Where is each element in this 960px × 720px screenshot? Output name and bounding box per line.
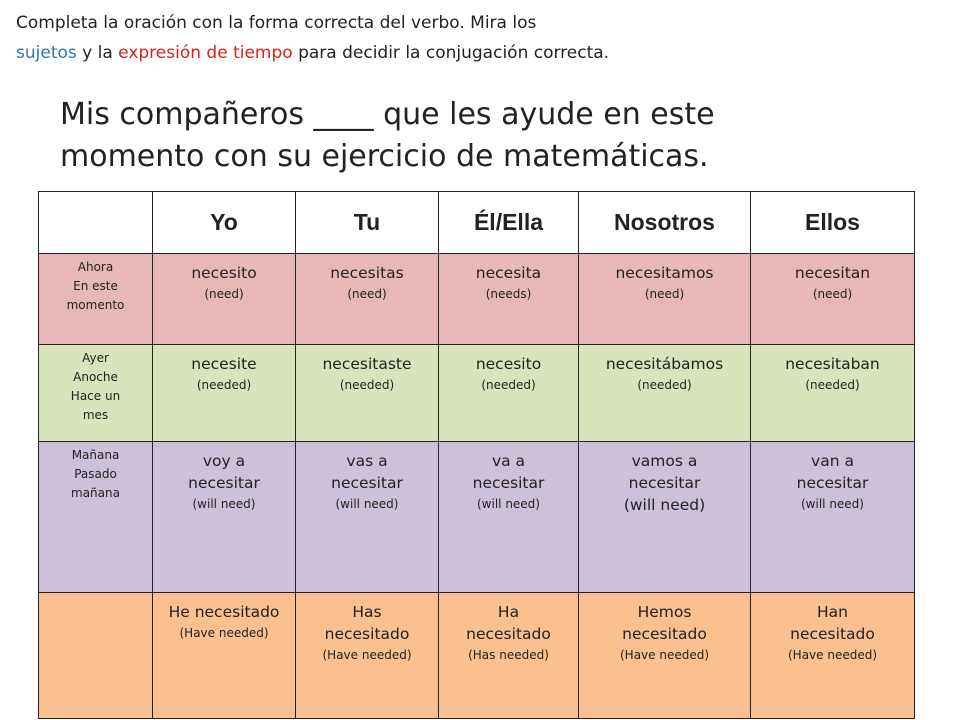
header-row [39, 192, 915, 254]
header-el-ella: Él/Ella [439, 192, 579, 254]
verb-form: va a [491, 452, 526, 470]
verb-form: vamos a [631, 452, 698, 470]
verb-form-cell [439, 254, 579, 345]
time-expression: Hace un [70, 389, 121, 403]
instructions-line-1: Completa la oración con la forma correcta del verbo. Mira los [16, 13, 537, 33]
verb-form-cell [296, 254, 439, 345]
verb-form-cell [439, 593, 579, 719]
verb-form-cell [296, 442, 439, 593]
verb-form-cell [751, 593, 915, 719]
verb-form: necesitar [188, 474, 260, 492]
time-expression-cell [39, 254, 153, 345]
time-expression: Anoche [73, 370, 118, 384]
verb-form-cell [296, 593, 439, 719]
time-expression: mes [82, 408, 109, 422]
verb-form-cell [153, 442, 296, 593]
verb-form: Han [817, 603, 848, 621]
verb-form: necesitaban [785, 355, 880, 373]
header-tu: Tu [296, 192, 439, 254]
verb-form-cell [439, 345, 579, 442]
time-expression: momento [66, 298, 125, 312]
verb-form: necesitar [628, 474, 701, 492]
verb-form-cell [579, 254, 751, 345]
time-expression: Ahora [77, 260, 114, 274]
verb-translation: (needed) [481, 378, 536, 392]
header-nosotros: Nosotros [579, 192, 751, 254]
conjugation-table [38, 191, 915, 719]
highlight-sujetos: sujetos [16, 43, 77, 63]
verb-form: necesitar [472, 474, 545, 492]
verb-form: van a [811, 452, 854, 470]
verb-translation: (Have needed) [179, 626, 269, 640]
verb-form-cell [579, 593, 751, 719]
highlight-expresion-de-tiempo: expresión de tiempo [118, 43, 293, 63]
sentence-line-1: Mis compañeros ____ que les ayude en este [60, 97, 715, 132]
instructions [16, 8, 946, 68]
verb-translation: (need) [812, 287, 853, 301]
verb-form: necesita [475, 264, 542, 282]
time-expression: Pasado [74, 467, 117, 481]
exercise-sentence [60, 94, 920, 178]
verb-form: Hemos [637, 603, 692, 621]
verb-translation: (Have needed) [619, 648, 710, 662]
verb-translation: (need) [347, 287, 387, 301]
verb-translation: (needed) [637, 378, 692, 392]
verb-translation: (Has needed) [468, 648, 549, 662]
time-expression-cell [39, 442, 153, 593]
verb-form: necesitado [466, 625, 551, 643]
verb-form-cell [153, 254, 296, 345]
verb-form: Has [352, 603, 382, 621]
verb-form: necesite [191, 355, 257, 373]
verb-form: necesitar [331, 474, 403, 492]
verb-translation: (needed) [805, 378, 860, 392]
time-expression-cell [39, 593, 153, 719]
instructions-rest: para decidir la conjugación correcta. [292, 43, 610, 63]
verb-translation: (will need) [335, 497, 399, 511]
time-expression: mañana [71, 486, 120, 500]
verb-form-cell [751, 345, 915, 442]
time-expression-cell [39, 345, 153, 442]
verb-translation: (will need) [623, 496, 706, 514]
table-row [39, 442, 915, 593]
verb-form: necesitado [324, 625, 410, 643]
verb-form: necesitamos [615, 264, 714, 282]
sentence-line-2: momento con su ejercicio de matemáticas. [60, 139, 709, 174]
verb-form-cell [153, 593, 296, 719]
verb-translation: (need) [644, 287, 685, 301]
verb-form-cell [751, 442, 915, 593]
verb-form: necesito [191, 264, 257, 282]
header-yo: Yo [153, 192, 296, 254]
verb-translation: (will need) [801, 497, 864, 511]
verb-form: Ha [497, 603, 520, 621]
verb-form: necesitar [796, 474, 869, 492]
verb-form-cell [153, 345, 296, 442]
verb-form: voy a [202, 452, 246, 470]
time-expression: Ayer [82, 351, 109, 365]
verb-form-cell [439, 442, 579, 593]
verb-translation: (needs) [485, 287, 532, 301]
verb-form: necesitaste [322, 355, 412, 373]
verb-form-cell [579, 345, 751, 442]
verb-translation: (Have needed) [787, 648, 878, 662]
time-expression: En este [73, 279, 118, 293]
connector-text: y la [76, 43, 119, 63]
verb-translation: (need) [204, 287, 244, 301]
verb-translation: (needed) [339, 378, 395, 392]
verb-translation: (Have needed) [322, 648, 412, 662]
verb-form: He necesitado [168, 603, 280, 621]
verb-translation: (will need) [192, 497, 256, 511]
verb-form: vas a [346, 452, 388, 470]
verb-form: necesito [475, 355, 542, 373]
header-ellos: Ellos [751, 192, 915, 254]
instructions-line-2 [16, 38, 946, 68]
verb-translation: (needed) [196, 378, 252, 392]
verb-form: necesitan [794, 264, 871, 282]
verb-translation: (will need) [477, 497, 540, 511]
header-empty [39, 192, 153, 254]
table-row [39, 254, 915, 345]
table-row [39, 345, 915, 442]
verb-form-cell [296, 345, 439, 442]
verb-form: necesitado [622, 625, 707, 643]
verb-form-cell [751, 254, 915, 345]
verb-form: necesitábamos [605, 355, 724, 373]
table-row [39, 593, 915, 719]
verb-form-cell [579, 442, 751, 593]
time-expression: Mañana [71, 448, 120, 462]
verb-form: necesitado [790, 625, 875, 643]
verb-form: necesitas [330, 264, 404, 282]
